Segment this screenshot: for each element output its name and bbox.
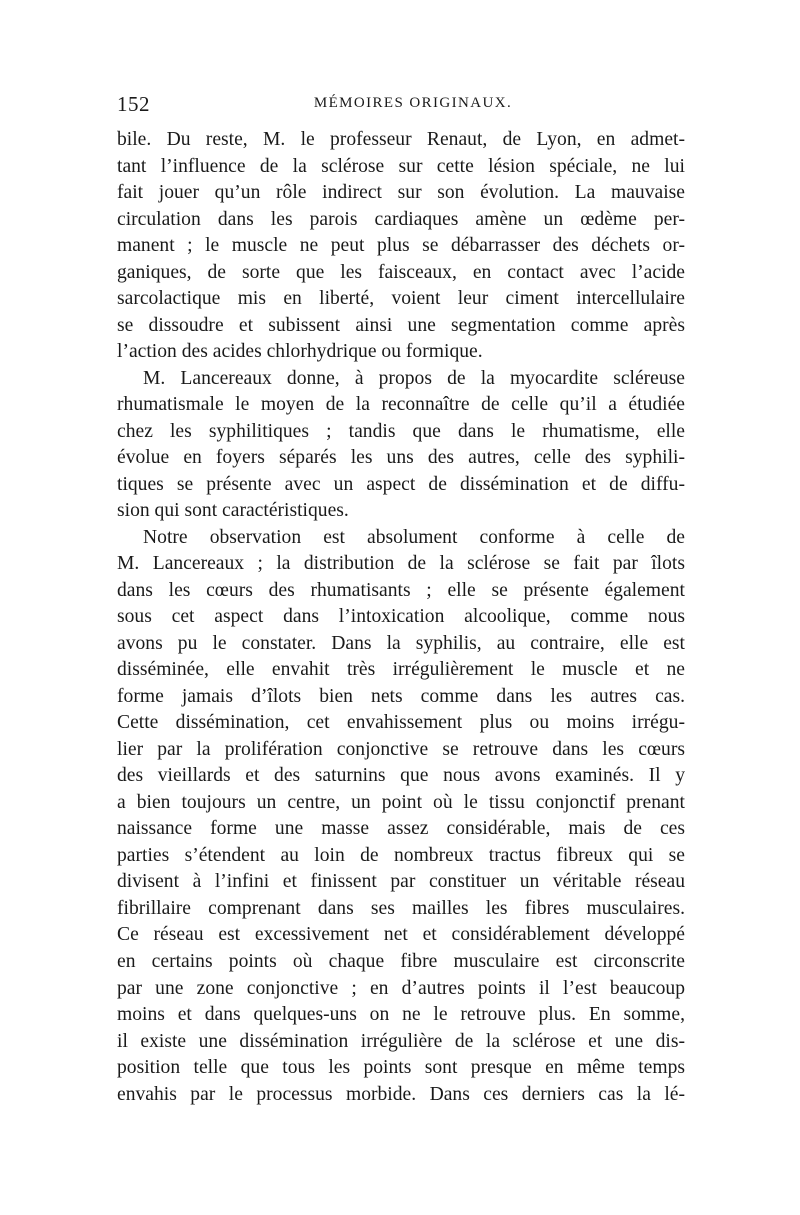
text-line: il existe une dissémination irrégulière de la sclérose et une dis- (117, 1030, 685, 1052)
page-number: 152 (117, 92, 150, 116)
running-title: MÉMOIRES ORIGINAUX. (313, 95, 513, 111)
text-line: M. Lancereaux ; la distribution de la sclérose se fait par îlots (117, 553, 685, 575)
paragraph-end-line: sion qui sont caractéristiques. (117, 500, 349, 522)
body-text (117, 127, 685, 1108)
paragraph-start-line: M. Lancereaux donne, à propos de la myocardite scléreuse (143, 367, 685, 389)
text-line: sous cet aspect dans l’intoxication alcoolique, comme nous (117, 606, 685, 628)
text-line: parties s’étendent au loin de nombreux tractus fibreux qui se (117, 844, 685, 866)
page-header (117, 92, 685, 120)
text-line: par une zone conjonctive ; en d’autres points il l’est beaucoup (117, 977, 685, 999)
text-line: fibrillaire comprenant dans ses mailles les fibres musculaires. (117, 897, 685, 919)
text-line: divisent à l’infini et finissent par constituer un véritable réseau (117, 871, 685, 893)
text-line: moins et dans quelques-uns on ne le retrouve plus. En somme, (117, 1004, 685, 1026)
text-line: lier par la prolifération conjonctive se retrouve dans les cœurs (117, 738, 685, 760)
paragraph-start-line: Notre observation est absolument conforme à celle de (143, 526, 685, 548)
text-line: chez les syphilitiques ; tandis que dans le rhumatisme, elle (117, 420, 685, 442)
paragraph-end-line: l’action des acides chlorhydrique ou formique. (117, 341, 483, 363)
text-line: des vieillards et des saturnins que nous avons examinés. Il y (117, 765, 685, 787)
text-line: bile. Du reste, M. le professeur Renaut, de Lyon, en admet- (117, 129, 685, 150)
text-line: a bien toujours un centre, un point où le tissu conjonctif prenant (117, 791, 685, 813)
text-line: évolue en foyers séparés les uns des autres, celle des syphili- (117, 447, 685, 469)
text-line: Cette dissémination, cet envahissement plus ou moins irrégu- (117, 712, 685, 734)
text-line: circulation dans les parois cardiaques amène un œdème per- (117, 208, 685, 230)
text-line: naissance forme une masse assez considérable, mais de ces (117, 818, 685, 840)
text-line: rhumatismale le moyen de la reconnaître de celle qu’il a étudiée (117, 394, 685, 416)
text-line: en certains points où chaque fibre musculaire est circonscrite (117, 950, 685, 972)
text-line: manent ; le muscle ne peut plus se débarrasser des déchets or- (117, 235, 685, 257)
text-line: forme jamais d’îlots bien nets comme dans les autres cas. (117, 685, 685, 707)
text-line: envahis par le processus morbide. Dans ces derniers cas la lé- (117, 1083, 685, 1105)
text-line: Ce réseau est excessivement net et considérablement développé (117, 924, 685, 946)
text-line: se dissoudre et subissent ainsi une segmentation comme après (117, 314, 685, 336)
text-line: sarcolactique mis en liberté, voient leur ciment intercellulaire (117, 288, 685, 310)
text-line: disséminée, elle envahit très irrégulièrement le muscle et ne (117, 659, 685, 681)
text-line: dans les cœurs des rhumatisants ; elle se présente également (117, 579, 685, 601)
text-line: avons pu le constater. Dans la syphilis, au contraire, elle est (117, 632, 685, 654)
text-line: tant l’influence de la sclérose sur cette lésion spéciale, ne lui (117, 155, 685, 177)
text-line: ganiques, de sorte que les faisceaux, en contact avec l’acide (117, 261, 685, 283)
text-line: position telle que tous les points sont presque en même temps (117, 1057, 685, 1079)
text-line: tiques se présente avec un aspect de dissémination et de diffu- (117, 473, 685, 495)
text-line: fait jouer qu’un rôle indirect sur son évolution. La mauvaise (117, 182, 685, 204)
